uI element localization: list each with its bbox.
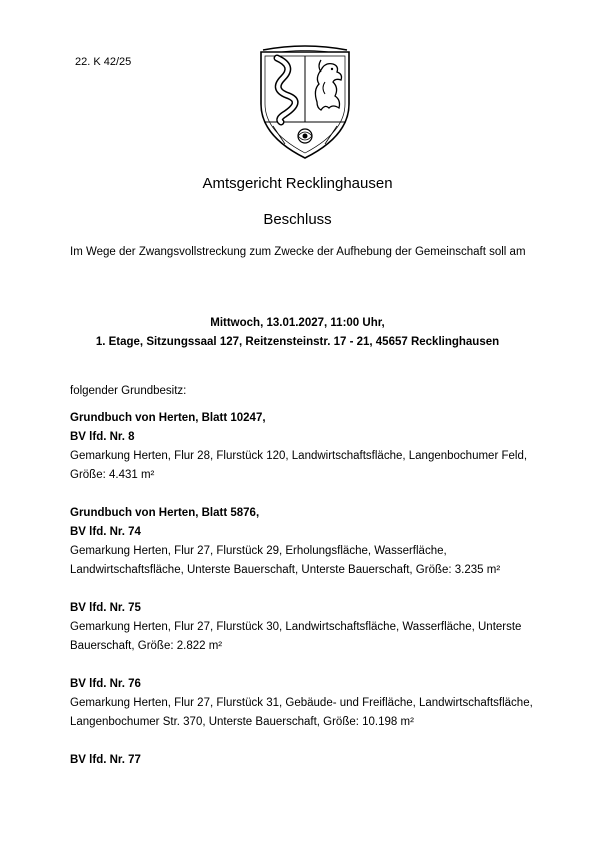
bv-number: BV lfd. Nr. 77 [70,754,141,766]
grundbuch-line: Grundbuch von Herten, Blatt 5876, [70,507,260,519]
session-block [0,314,595,352]
grundbuch-line: Grundbuch von Herten, Blatt 10247, [70,412,266,424]
session-location: 1. Etage, Sitzungssaal 127, Reitzensteinstr. 17 - 21, 45657 Recklinghausen [95,336,500,348]
property-entry-2 [70,504,540,580]
bv-number: BV lfd. Nr. 74 [70,526,141,538]
intro-text: Im Wege der Zwangsvollstreckung zum Zwecke der Aufhebung der Gemeinschaft soll am [70,246,526,258]
property-entry-3 [70,599,540,656]
bv-number: BV lfd. Nr. 75 [70,602,141,614]
bv-number: BV lfd. Nr. 76 [70,678,141,690]
nrw-coat-of-arms-icon [255,44,355,160]
session-datetime: Mittwoch, 13.01.2027, 11:00 Uhr, [210,317,385,329]
property-description: Gemarkung Herten, Flur 27, Flurstück 30, Landwirtschaftsfläche, Wasserfläche, Unterste Bauerschaft, Größe: 2.822 m² [70,621,522,652]
property-description: Gemarkung Herten, Flur 27, Flurstück 29, Erholungsfläche, Wasserfläche, Landwirtschaftsfläche, Unterste Bauerschaft, Unterste Bauerschaft, Größe: 3.235 m² [70,545,501,576]
property-description: Gemarkung Herten, Flur 28, Flurstück 120, Landwirtschaftsfläche, Langenbochumer Feld, Größe: 4.431 m² [70,450,528,481]
court-name: Amtsgericht Recklinghausen [202,175,393,192]
property-description: Gemarkung Herten, Flur 27, Flurstück 31, Gebäude- und Freifläche, Landwirtschaftsfläche, Langenbochumer Str. 370, Unterste Bauerschaft, Größe: 10.198 m² [70,697,533,728]
property-entry-1 [70,409,540,485]
property-entry-4 [70,675,540,732]
bv-number: BV lfd. Nr. 8 [70,431,135,443]
property-entries [70,409,540,789]
document-title: Beschluss [263,211,332,228]
assets-label: folgender Grundbesitz: [70,385,187,397]
property-entry-5 [70,751,540,770]
case-reference: 22. K 42/25 [75,56,132,68]
